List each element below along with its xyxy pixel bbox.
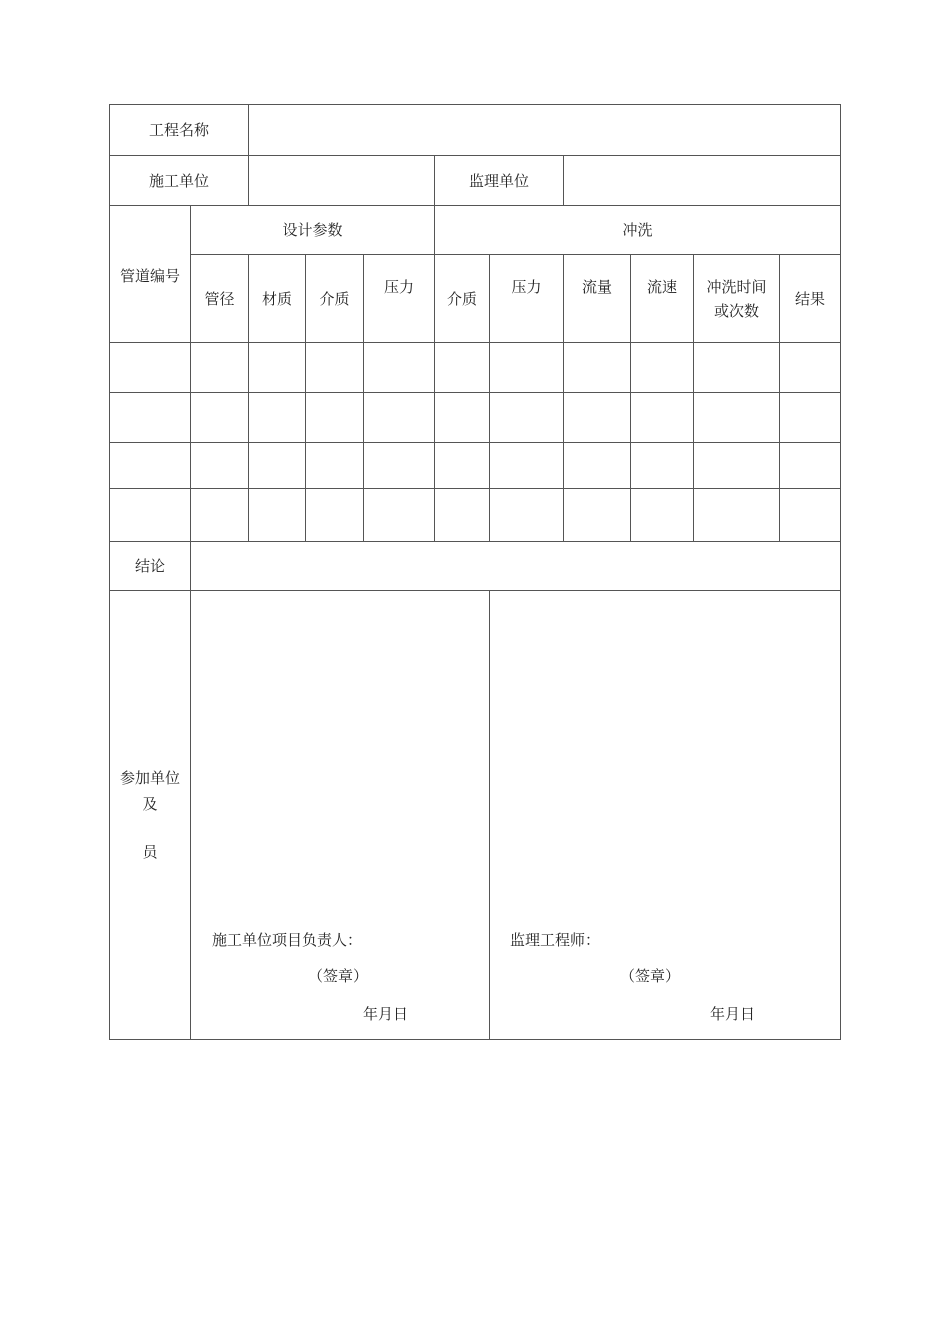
units-row (110, 156, 841, 206)
table-cell[interactable] (564, 489, 631, 542)
table-cell[interactable] (191, 489, 249, 542)
supervision-signer-label: 监理工程师： (510, 931, 601, 949)
table-cell[interactable] (435, 393, 490, 443)
table-cell[interactable] (435, 343, 490, 393)
table-cell[interactable] (631, 343, 694, 393)
table-cell[interactable] (631, 393, 694, 443)
conclusion-field[interactable] (191, 542, 841, 591)
table-cell[interactable] (631, 443, 694, 489)
table-cell[interactable] (564, 443, 631, 489)
table-cell[interactable] (110, 443, 191, 489)
header-flush-medium: 介质 (435, 255, 490, 343)
participants-label-line1: 参加单位 (119, 769, 180, 787)
design-params-header: 设计参数 (191, 206, 435, 255)
supervision-signature-area[interactable] (490, 591, 841, 1040)
table-cell[interactable] (694, 343, 780, 393)
table-cell[interactable] (191, 343, 249, 393)
table-cell[interactable] (364, 443, 435, 489)
construction-signer-label: 施工单位项目负责人： (212, 931, 363, 949)
table-row (110, 489, 841, 542)
header-flush-pressure: 压力 (490, 255, 564, 343)
header-pipe-diameter: 管径 (191, 255, 249, 343)
table-cell[interactable] (364, 489, 435, 542)
table-cell[interactable] (694, 443, 780, 489)
header-design-pressure: 压力 (364, 255, 435, 343)
column-header-row (110, 255, 841, 343)
table-cell[interactable] (306, 343, 364, 393)
table-cell[interactable] (490, 443, 564, 489)
participants-row (110, 591, 841, 1040)
table-row (110, 393, 841, 443)
table-cell[interactable] (780, 393, 841, 443)
header-medium: 介质 (306, 255, 364, 343)
table-cell[interactable] (110, 393, 191, 443)
table-cell[interactable] (564, 393, 631, 443)
supervision-unit-field[interactable] (564, 156, 841, 206)
table-cell[interactable] (249, 489, 306, 542)
construction-date-label: 年月日 (363, 1005, 409, 1023)
supervision-seal-label: （签章） (620, 967, 681, 985)
construction-unit-field[interactable] (249, 156, 435, 206)
header-flush-time-line1: 冲洗时间 (706, 277, 767, 296)
supervision-date-label: 年月日 (710, 1005, 756, 1023)
table-cell[interactable] (249, 443, 306, 489)
conclusion-label: 结论 (110, 542, 191, 591)
header-flush-time-line2: 或次数 (714, 301, 760, 320)
table-cell[interactable] (249, 343, 306, 393)
header-flush-time (694, 255, 780, 343)
table-cell[interactable] (364, 343, 435, 393)
pipe-number-header: 管道编号 (110, 206, 191, 343)
table-cell[interactable] (490, 393, 564, 443)
table-cell[interactable] (631, 489, 694, 542)
table-row (110, 343, 841, 393)
table-cell[interactable] (564, 343, 631, 393)
table-row (110, 443, 841, 489)
table-cell[interactable] (191, 443, 249, 489)
participants-label (110, 591, 191, 1040)
table-cell[interactable] (110, 343, 191, 393)
table-cell[interactable] (306, 443, 364, 489)
table-cell[interactable] (490, 489, 564, 542)
project-name-field[interactable] (249, 105, 841, 156)
project-name-label: 工程名称 (110, 105, 249, 156)
table-cell[interactable] (110, 489, 191, 542)
group-header-row (110, 206, 841, 255)
header-flow-velocity: 流速 (631, 255, 694, 343)
table-cell[interactable] (435, 489, 490, 542)
construction-seal-label: （签章） (308, 967, 369, 985)
table-cell[interactable] (364, 393, 435, 443)
construction-signature-area[interactable] (191, 591, 490, 1040)
table-cell[interactable] (780, 343, 841, 393)
table-cell[interactable] (780, 443, 841, 489)
table-cell[interactable] (694, 393, 780, 443)
table-cell[interactable] (780, 489, 841, 542)
table-cell[interactable] (694, 489, 780, 542)
supervision-unit-label: 监理单位 (435, 156, 564, 206)
header-material: 材质 (249, 255, 306, 343)
table-cell[interactable] (490, 343, 564, 393)
flush-header: 冲洗 (435, 206, 841, 255)
participants-label-line3: 员 (142, 843, 158, 861)
table-cell[interactable] (306, 393, 364, 443)
construction-unit-label: 施工单位 (110, 156, 249, 206)
table-cell[interactable] (191, 393, 249, 443)
table-cell[interactable] (435, 443, 490, 489)
project-name-row (110, 105, 841, 156)
table-cell[interactable] (249, 393, 306, 443)
pipe-flushing-record-table (109, 104, 841, 1040)
conclusion-row (110, 542, 841, 591)
header-result: 结果 (780, 255, 841, 343)
table-cell[interactable] (306, 489, 364, 542)
header-flow-rate: 流量 (564, 255, 631, 343)
participants-label-line2: 及 (142, 795, 158, 813)
